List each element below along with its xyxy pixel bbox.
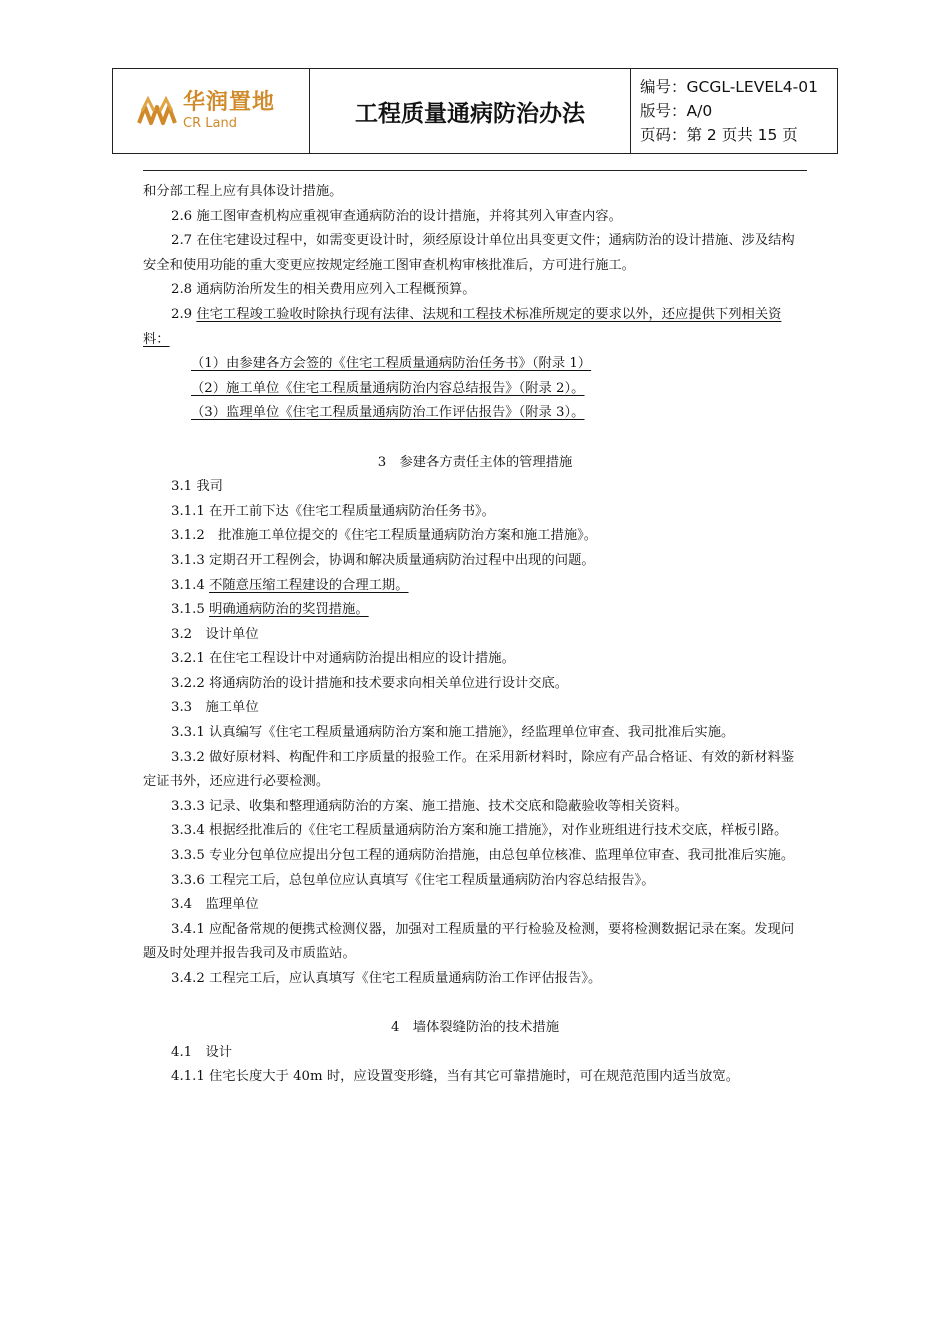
clause-3-1-5: 3.1.5 明确通病防治的奖罚措施。 [171,602,369,618]
company-logo [113,69,310,153]
clause-3-4-2: 3.4.2 工程完工后，应认真填写《住宅工程质量通病防治工作评估报告》。 [171,971,602,986]
logo-english-name: CR Land [183,116,237,131]
page-number: 页码：第 2 页共 15 页 [640,126,798,144]
clause-3-2-2: 3.2.2 将通病防治的设计措施和技术要求向相关单位进行设计交底。 [171,675,569,691]
clause-3-1-1: 3.1.1 在开工前下达《住宅工程质量通病防治任务书》。 [171,503,495,519]
title-cell [310,69,631,153]
clause-2-8: 2.8 通病防治所发生的相关费用应列入工程概预算。 [171,282,476,298]
clause-3-3-6: 3.3.6 工程完工后，总包单位应认真填写《住宅工程质量通病防治内容总结报告》。 [171,872,655,888]
clause-3-3-4: 3.3.4 根据经批准后的《住宅工程质量通病防治方案和施工措施》，对作业班组进行技术交底，样板引路。 [171,823,788,839]
document-title: 工程质量通病防治办法 [355,100,585,127]
clause-3-3-5: 3.3.5 专业分包单位应提出分包工程的通病防治措施，由总包单位核准、监理单位审查、我司批准后实施。 [171,848,795,864]
document-body [143,180,807,1090]
clause-3-1: 3.1 我司 [171,479,223,495]
document-version: 版号：A/0 [640,102,713,120]
document-header [112,68,838,154]
section-heading-4: 4 墙体裂缝防治的技术措施 [390,1020,560,1036]
clause-2-7: 2.7 在住宅建设过程中，如需变更设计时，须经原设计单位出具变更文件；通病防治的设计措施、涉及结构安全和使用功能的重大变更应按规定经施工图审查机构审核批准后，方可进行施工。 [143,233,795,273]
section-heading-3: 3 参建各方责任主体的管理措施 [377,454,573,470]
list-item: （1）由参建各方会签的《住宅工程质量通病防治任务书》（附录 1） [191,356,592,372]
clause-4-1: 4.1 设计 [171,1044,233,1060]
clause-3-4-1: 3.4.1 应配备常规的便携式检测仪器，加强对工程质量的平行检验及检测，要将检测数据记录在案。发现问题及时处理并报告我司及市质监站。 [143,921,795,962]
clause-3-3-2: 3.3.2 做好原材料、构配件和工序质量的报验工作。在采用新材料时，除应有产品合格证、有效的新材料鉴定证书外，还应进行必要检测。 [143,749,795,790]
logo-chinese-name: 华润置地 [183,90,276,115]
paragraph: 和分部工程上应有具体设计措施。 [143,184,343,199]
clause-3-1-2: 3.1.2 批准施工单位提交的《住宅工程质量通病防治方案和施工措施》。 [171,528,598,544]
document-code: 编号：GCGL-LEVEL4-01 [640,78,818,96]
cr-land-logo-icon [137,93,177,129]
list-item: （3）监理单位《住宅工程质量通病防治工作评估报告》（附录 3）。 [191,405,585,421]
clause-3-3: 3.3 施工单位 [171,700,259,716]
document-meta [631,69,837,153]
header-divider [143,170,807,171]
clause-number: 2.9 [171,306,197,322]
clause-3-1-3: 3.1.3 定期召开工程例会，协调和解决质量通病防治过程中出现的问题。 [171,552,595,568]
clause-3-3-3: 3.3.3 记录、收集和整理通病防治的方案、施工措施、技术交底和隐蔽验收等相关资料。 [171,798,688,814]
clause-3-3-1: 3.3.1 认真编写《住宅工程质量通病防治方案和施工措施》，经监理单位审查、我司批准后实施。 [171,725,735,741]
list-item: （2）施工单位《住宅工程质量通病防治内容总结报告》（附录 2）。 [191,380,585,396]
clause-2-9 [143,303,807,352]
clause-3-2: 3.2 设计单位 [171,626,259,642]
clause-2-6: 2.6 施工图审查机构应重视审查通病防治的设计措施，并将其列入审查内容。 [171,208,622,224]
clause-3-1-4: 3.1.4 不随意压缩工程建设的合理工期。 [171,577,409,593]
clause-4-1-1: 4.1.1 住宅长度大于 40m 时，应设置变形缝，当有其它可靠措施时，可在规范范围内适当放宽。 [171,1069,740,1085]
clause-text: 住宅工程竣工验收时除执行现有法律、法规和工程技术标准所规定的要求以外，还应提供下列相关资料： [143,306,782,347]
clause-3-2-1: 3.2.1 在住宅工程设计中对通病防治提出相应的设计措施。 [171,651,515,667]
clause-3-4: 3.4 监理单位 [171,897,259,913]
